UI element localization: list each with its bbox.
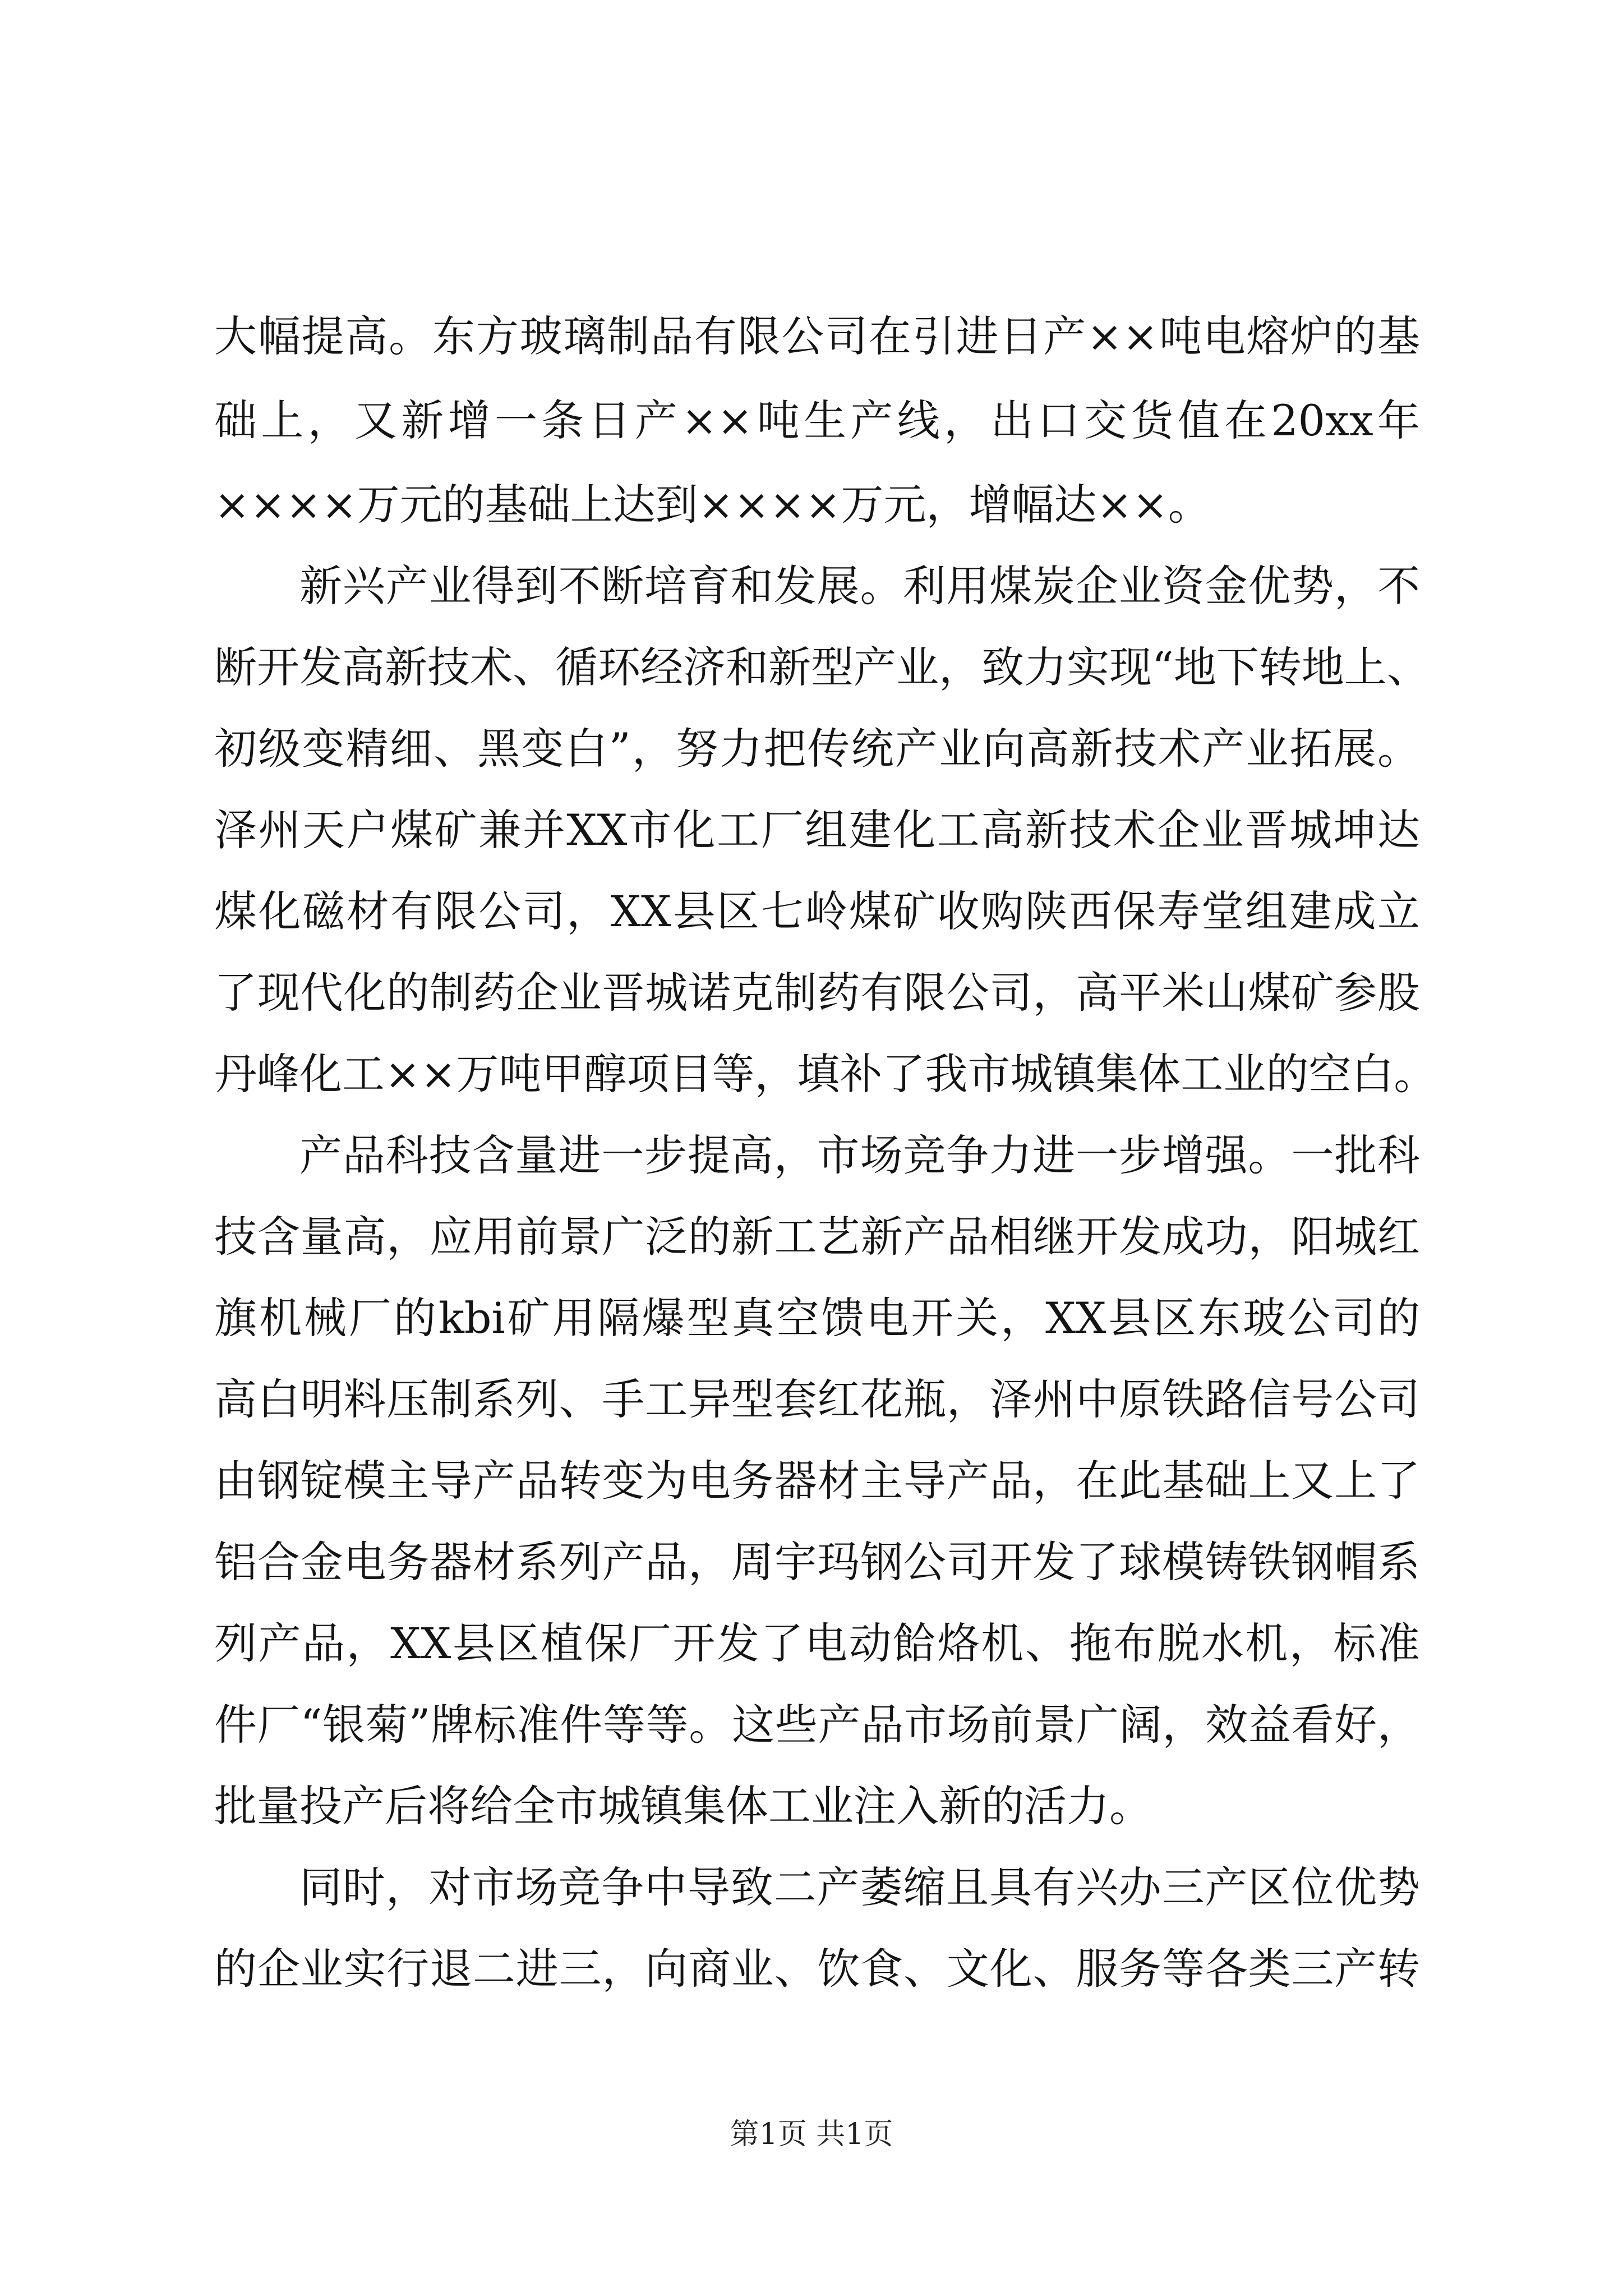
text-line: 件厂“银菊”牌标准件等等。这些产品市场前景广阔，效益看好，: [214, 1700, 1420, 1750]
text-line: 了现代化的制药企业晋城诺克制药有限公司，高平米山煤矿参股: [214, 968, 1420, 1018]
text-line: 新兴产业得到不断培育和发展。利用煤炭企业资金优势，不: [299, 561, 1420, 611]
text-line: 技含量高，应用前景广泛的新工艺新产品相继开发成功，阳城红: [214, 1212, 1420, 1262]
text-line: 煤化磁材有限公司，XX县区七岭煤矿收购陕西保寿堂组建成立: [214, 886, 1420, 936]
text-line: 高白明料压制系列、手工异型套红花瓶，泽州中原铁路信号公司: [214, 1374, 1420, 1424]
text-line: 丹峰化工××万吨甲醇项目等，填补了我市城镇集体工业的空白。: [214, 1049, 1437, 1099]
text-line: 初级变精细、黑变白”，努力把传统产业向高新技术产业拓展。: [214, 724, 1420, 774]
text-line: 旗机械厂的kbi矿用隔爆型真空馈电开关，XX县区东玻公司的: [214, 1293, 1420, 1343]
page-footer: 第1页 共1页: [730, 2118, 893, 2151]
text-line: ××××万元的基础上达到××××万元，增幅达××。: [214, 480, 1211, 530]
text-line: 的企业实行退二进三，向商业、饮食、文化、服务等各类三产转: [214, 1944, 1420, 1994]
text-line: 列产品，XX县区植保厂开发了电动餄烙机、拖布脱水机，标准: [214, 1618, 1420, 1668]
text-line: 础上，又新增一条日产××吨生产线，出口交货值在20xx年: [214, 395, 1420, 445]
text-line: 同时，对市场竞争中导致二产萎缩且具有兴办三产区位优势: [299, 1862, 1420, 1912]
text-line: 产品科技含量进一步提高，市场竞争力进一步增强。一批科: [299, 1130, 1420, 1180]
text-line: 泽州天户煤矿兼并XX市化工厂组建化工高新技术企业晋城坤达: [214, 805, 1420, 855]
text-line: 铝合金电务器材系列产品，周宇玛钢公司开发了球模铸铁钢帽系: [214, 1537, 1420, 1587]
text-line: 断开发高新技术、循环经济和新型产业，致力实现“地下转地上、: [214, 642, 1430, 692]
text-line: 由钢锭模主导产品转变为电务器材主导产品，在此基础上又上了: [214, 1456, 1420, 1506]
text-line: 批量投产后将给全市城镇集体工业注入新的活力。: [214, 1781, 1152, 1831]
text-line: 大幅提高。东方玻璃制品有限公司在引进日产××吨电熔炉的基: [214, 311, 1420, 361]
